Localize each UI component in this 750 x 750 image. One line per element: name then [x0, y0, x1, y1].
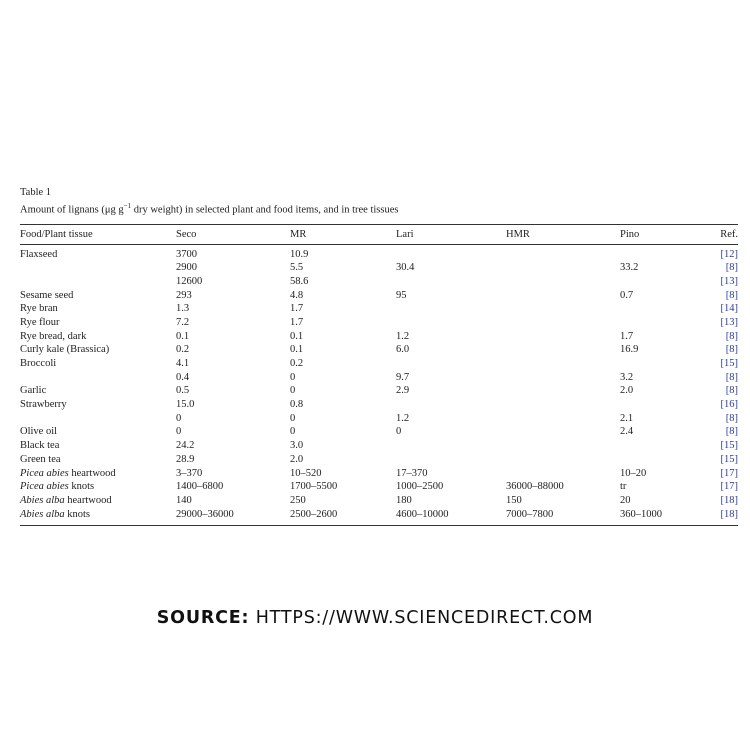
- cell-seco: 4.1: [176, 358, 190, 369]
- food-name: Rye flour: [20, 316, 60, 328]
- table-row: [20, 508, 738, 522]
- table-number: Table 1: [20, 187, 52, 198]
- cell-pino: tr: [620, 481, 627, 493]
- cell-food: [20, 494, 112, 508]
- cell-seco: 2900: [176, 262, 197, 274]
- cell-lari: 95: [396, 289, 407, 301]
- cell-pino: 360–1000: [620, 508, 662, 520]
- cell-mr: 0: [290, 426, 296, 438]
- cell-lari: 180: [396, 494, 412, 506]
- cell-seco: 24.2: [176, 440, 195, 452]
- food-name: Broccoli: [20, 358, 57, 369]
- cell-mr: 5.5: [290, 262, 304, 274]
- table-row: [20, 275, 738, 289]
- food-name: Rye bread, dark: [20, 330, 87, 342]
- table-row: [20, 398, 738, 412]
- food-name: Black tea: [20, 440, 60, 452]
- cell-ref[interactable]: [17]: [720, 481, 738, 493]
- table-caption: [20, 199, 738, 218]
- cell-ref[interactable]: [8]: [725, 371, 738, 383]
- cell-food: [20, 248, 57, 262]
- cell-seco: 293: [176, 289, 192, 301]
- cell-mr: 1.7: [290, 303, 304, 315]
- cell-mr: 0: [290, 385, 296, 397]
- cell-pino: 16.9: [620, 344, 639, 356]
- cell-mr: 10.9: [290, 248, 309, 260]
- table-row: [20, 467, 738, 481]
- cell-seco: 15.0: [176, 399, 195, 411]
- header-pino: Pino: [620, 228, 640, 240]
- cell-food: [20, 508, 90, 522]
- cell-seco: 0.4: [176, 371, 190, 383]
- cell-food: [20, 467, 116, 481]
- cell-lari: 1.2: [396, 412, 410, 424]
- tissue-name: heartwood: [68, 467, 116, 479]
- table-row: [20, 371, 738, 385]
- cell-mr: 3.0: [290, 440, 304, 452]
- cell-food: [20, 302, 58, 316]
- species-name: Picea abies: [20, 467, 69, 479]
- table-row: [20, 453, 738, 467]
- cell-seco: 3700: [176, 248, 197, 260]
- table-row: [20, 412, 738, 426]
- table-figure: [20, 186, 738, 526]
- caption-pre: Amount of lignans (μg g: [20, 204, 124, 216]
- cell-seco: 1400–6800: [176, 481, 224, 493]
- header-seco: Seco: [176, 228, 197, 240]
- cell-hmr: 7000–7800: [506, 508, 554, 520]
- table-row: [20, 494, 738, 508]
- table-row: [20, 316, 738, 330]
- caption-superscript: −1: [123, 202, 132, 210]
- cell-ref[interactable]: [17]: [720, 467, 738, 479]
- cell-pino: 0.7: [620, 289, 634, 301]
- header-food: Food/Plant tissue: [20, 228, 93, 240]
- food-name: Olive oil: [20, 426, 58, 438]
- species-name: Abies alba: [20, 494, 65, 506]
- cell-ref[interactable]: [13]: [720, 316, 738, 328]
- caption-post: dry weight) in selected plant and food items, and in tree tissues: [131, 204, 399, 216]
- cell-mr: 0.1: [290, 344, 304, 356]
- cell-pino: 3.2: [620, 371, 634, 383]
- cell-seco: 0: [176, 412, 182, 424]
- cell-ref[interactable]: [8]: [725, 344, 738, 356]
- cell-mr: 2.0: [290, 453, 304, 465]
- cell-lari: 1000–2500: [396, 481, 444, 493]
- cell-food: [20, 343, 109, 357]
- food-name: Strawberry: [20, 399, 67, 411]
- cell-seco: 3–370: [176, 467, 203, 479]
- cell-mr: 0.8: [290, 399, 304, 411]
- cell-pino: 1.7: [620, 330, 634, 342]
- tissue-name: heartwood: [64, 494, 112, 506]
- cell-food: [20, 316, 60, 330]
- source-line: [0, 608, 750, 628]
- table-row: [20, 330, 738, 344]
- cell-ref[interactable]: [18]: [720, 508, 738, 520]
- cell-seco: 140: [176, 494, 192, 506]
- table-row: [20, 302, 738, 316]
- table-row: [20, 439, 738, 453]
- cell-lari: 30.4: [396, 262, 415, 274]
- cell-pino: 10–20: [620, 467, 647, 479]
- food-name: Rye bran: [20, 303, 58, 315]
- table-bottom-rule: [20, 525, 738, 526]
- food-name: Flaxseed: [20, 248, 58, 260]
- cell-food: [20, 289, 73, 303]
- cell-ref[interactable]: [16]: [720, 399, 738, 411]
- header-hmr: HMR: [506, 228, 530, 240]
- cell-ref[interactable]: [8]: [725, 385, 738, 397]
- cell-seco: 0.1: [176, 330, 190, 342]
- cell-ref[interactable]: [8]: [725, 330, 738, 342]
- cell-food: [20, 398, 67, 412]
- cell-ref[interactable]: [8]: [725, 412, 738, 424]
- cell-food: [20, 439, 59, 453]
- species-name: Picea abies: [20, 481, 69, 493]
- table-row: [20, 343, 738, 357]
- cell-ref[interactable]: [18]: [720, 494, 738, 506]
- table-body: [20, 245, 738, 526]
- cell-mr: 250: [290, 494, 306, 506]
- cell-ref[interactable]: [15]: [720, 453, 738, 465]
- cell-hmr: 36000–88000: [506, 481, 564, 493]
- cell-mr: 0.2: [290, 358, 304, 369]
- cell-lari: 0: [396, 426, 402, 438]
- cell-ref[interactable]: [15]: [720, 358, 738, 369]
- cell-pino: 20: [620, 494, 631, 506]
- table-header-row: [20, 225, 738, 244]
- cell-mr: 0: [290, 412, 296, 424]
- cell-ref[interactable]: [12]: [720, 248, 738, 260]
- cell-seco: 0: [176, 426, 182, 438]
- food-name: Sesame seed: [20, 289, 74, 301]
- tissue-name: knots: [68, 481, 95, 493]
- cell-ref[interactable]: [15]: [720, 440, 738, 452]
- cell-pino: 2.1: [620, 412, 634, 424]
- cell-ref[interactable]: [13]: [720, 275, 738, 287]
- cell-food: [20, 453, 61, 467]
- cell-mr: 58.6: [290, 275, 309, 287]
- header-lari: Lari: [396, 228, 414, 240]
- cell-mr: 4.8: [290, 289, 304, 301]
- cell-lari: 2.9: [396, 385, 410, 397]
- table-row: [20, 480, 738, 494]
- table-row: [20, 289, 738, 303]
- cell-seco: 0.2: [176, 344, 190, 356]
- cell-pino: 2.4: [620, 426, 634, 438]
- table-row: [20, 425, 738, 439]
- cell-seco: 28.9: [176, 453, 195, 465]
- cell-food: [20, 357, 56, 371]
- cell-mr: 0: [290, 371, 296, 383]
- cell-seco: 7.2: [176, 316, 190, 328]
- source-label: SOURCE:: [156, 608, 250, 628]
- tissue-name: knots: [64, 508, 91, 520]
- cell-food: [20, 384, 46, 398]
- cell-pino: 33.2: [620, 262, 639, 274]
- food-name: Curly kale (Brassica): [20, 344, 110, 356]
- cell-ref[interactable]: [8]: [725, 289, 738, 301]
- table-row: [20, 357, 738, 371]
- header-ref: Ref.: [720, 228, 738, 240]
- cell-ref[interactable]: [8]: [725, 426, 738, 438]
- cell-lari: 4600–10000: [396, 508, 449, 520]
- header-mr: MR: [290, 228, 307, 240]
- table-row: [20, 248, 738, 262]
- cell-seco: 0.5: [176, 385, 190, 397]
- cell-food: [20, 330, 86, 344]
- cell-pino: 2.0: [620, 385, 634, 397]
- cell-ref[interactable]: [8]: [725, 262, 738, 274]
- cell-food: [20, 480, 94, 494]
- cell-mr: 1700–5500: [290, 481, 338, 493]
- cell-lari: 9.7: [396, 371, 410, 383]
- table-row: [20, 384, 738, 398]
- cell-seco: 12600: [176, 275, 203, 287]
- cell-seco: 1.3: [176, 303, 190, 315]
- cell-hmr: 150: [506, 494, 522, 506]
- cell-ref[interactable]: [14]: [720, 303, 738, 315]
- cell-lari: 17–370: [396, 467, 428, 479]
- table-row: [20, 261, 738, 275]
- cell-mr: 1.7: [290, 316, 304, 328]
- cell-lari: 6.0: [396, 344, 410, 356]
- food-name: Green tea: [20, 453, 61, 465]
- cell-mr: 10–520: [290, 467, 322, 479]
- source-url: HTTPS://WWW.SCIENCEDIRECT.COM: [255, 608, 594, 628]
- cell-mr: 2500–2600: [290, 508, 338, 520]
- cell-food: [20, 425, 57, 439]
- species-name: Abies alba: [20, 508, 65, 520]
- cell-mr: 0.1: [290, 330, 304, 342]
- cell-seco: 29000–36000: [176, 508, 234, 520]
- cell-lari: 1.2: [396, 330, 410, 342]
- food-name: Garlic: [20, 385, 47, 397]
